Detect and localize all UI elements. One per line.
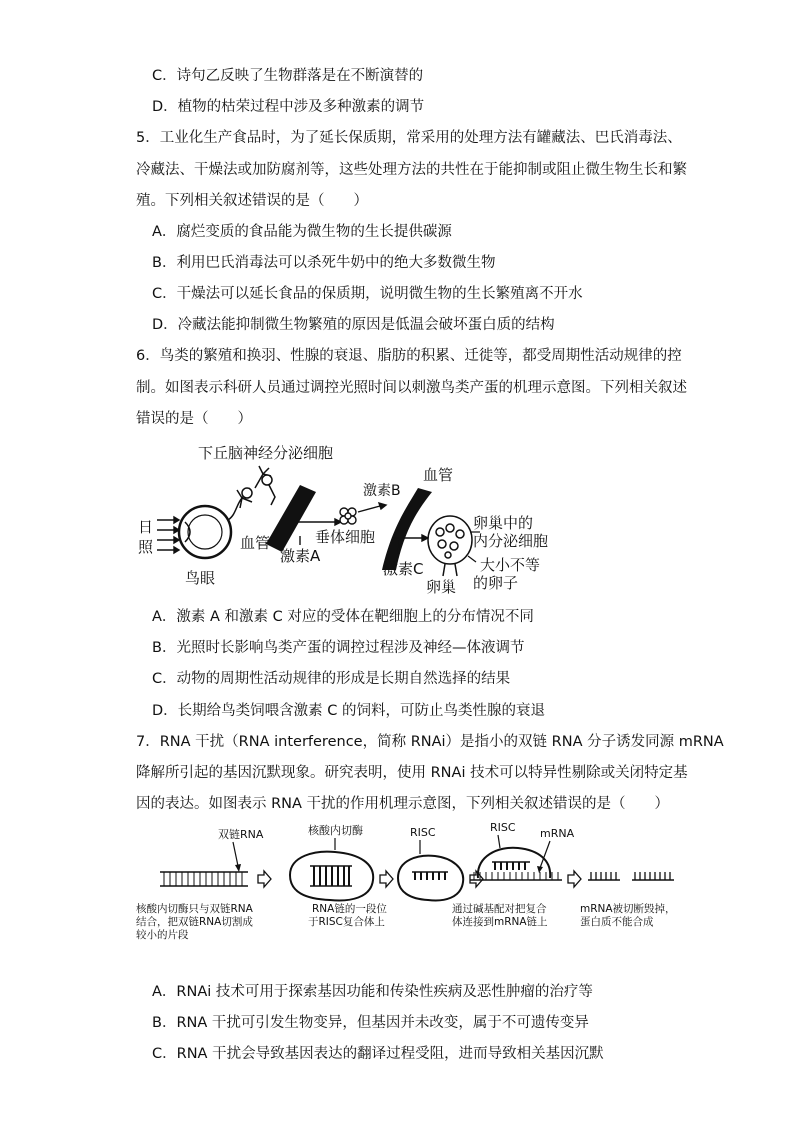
fig2-caption-4-line1: mRNA被切断毁掉， [580, 903, 676, 915]
fig1-label-hormone-b: 激素B [363, 483, 401, 499]
fig2-caption-1-line2: 结合，把双链RNA切割成 [136, 916, 253, 928]
fig2-caption-4-line2: 蛋白质不能合成 [580, 916, 654, 928]
q6-option-a: A．激素 A 和激素 C 对应的受体在靶细胞上的分布情况不同 [152, 609, 534, 625]
q7-stem-line1: 7．RNA 干扰（RNA interference，简称 RNAi）是指小的双链 RNA 分子诱发同源 mRNA [136, 734, 724, 750]
fig2-label-mrna: mRNA [540, 827, 575, 840]
fig1-label-ovary: 卵巢 [426, 578, 457, 596]
fig1-optic-nerve [228, 498, 242, 520]
q7-option-a: A．RNAi 技术可用于探索基因功能和传染性疾病及恶性肿瘤的治疗等 [152, 984, 593, 1000]
fig2-caption-3-line2: 体连接到mRNA链上 [452, 916, 548, 928]
q7-stem-line2: 降解所引起的基因沉默现象。研究表明，使用 RNAi 技术可以特异性剔除或关闭特定基 [136, 765, 688, 781]
fig2-label-risc-1: RISC [410, 826, 436, 839]
fig1-label-sunlight-1: 日 [138, 518, 154, 536]
fig1-label-endocrine-1: 卵巢中的 [473, 514, 534, 532]
fig1-ovary [428, 516, 472, 576]
fig1-label-hormone-a: 激素A [280, 547, 321, 565]
fig2-label-dsrna: 双链RNA [218, 828, 264, 841]
fig1-label-vessel-2: 血管 [423, 466, 454, 484]
fig2-caption-3-line1: 通过碱基配对把复合 [452, 903, 547, 915]
q4-option-d: D．植物的枯荣过程中涉及多种激素的调节 [152, 99, 425, 115]
fig1-label-bird-eye: 鸟眼 [185, 569, 216, 587]
q5-option-b: B．利用巴氏消毒法可以杀死牛奶中的绝大多数微生物 [152, 255, 496, 271]
fig2-caption-2-line1: RNA链的一段位 [312, 903, 387, 915]
fig1-neurons [237, 466, 275, 508]
fig2-arrow-4 [568, 871, 581, 887]
fig1-arrow-hormone-b [358, 503, 386, 512]
fig1-label-hormone-c: 激素C [383, 560, 424, 578]
q6-stem-line2: 制。如图表示科研人员通过调控光照时间以刺激鸟类产蛋的机理示意图。下列相关叙述 [136, 380, 687, 396]
fig1-label-pituitary: 垂体细胞 [315, 528, 376, 546]
fig2-stage-binding [470, 821, 575, 880]
q6-option-b: B．光照时长影响鸟类产蛋的调控过程涉及神经—体液调节 [152, 640, 525, 656]
q6-option-d: D．长期给鸟类饲喂含激素 C 的饲料，可防止鸟类性腺的衰退 [152, 703, 546, 719]
q5-option-d: D．冷藏法能抑制微生物繁殖的原因是低温会破坏蛋白质的结构 [152, 317, 555, 333]
fig1-label-eggs-1: 大小不等 [480, 556, 541, 574]
q5-option-c: C．干燥法可以延长食品的保质期，说明微生物的生长繁殖离不开水 [152, 286, 583, 302]
q6-stem-line3: 错误的是（ ） [136, 411, 252, 427]
q5-option-a: A．腐烂变质的食品能为微生物的生长提供碳源 [152, 224, 452, 240]
fig1-label-sunlight-2: 照 [138, 538, 154, 556]
fig2-caption-2-line2: 于RISC复合体上 [308, 916, 385, 928]
fig1-bird-eye [179, 506, 231, 558]
q5-stem-line1: 5．工业化生产食品时，为了延长保质期，常采用的处理方法有罐藏法、巴氏消毒法、 [136, 130, 682, 146]
q7-option-b: B．RNA 干扰可引发生物变异，但基因并未改变，属于不可遗传变异 [152, 1015, 589, 1031]
figure-rnai-mechanism [130, 820, 690, 945]
fig1-blood-vessel-2 [382, 488, 432, 570]
fig2-stage-dsrna [160, 827, 264, 886]
fig2-caption-1-line3: 较小的片段 [136, 929, 189, 941]
fig1-pointer-eggs [468, 556, 476, 562]
q5-stem-line2: 冷藏法、干燥法或加防腐剂等，这些处理方法的共性在于能抑制或阻止微生物生长和繁 [136, 162, 687, 178]
fig2-caption-1-line1: 核酸内切酶只与双链RNA [136, 903, 253, 915]
fig2-label-risc-2: RISC [490, 821, 516, 834]
fig2-stage-dicer [290, 823, 373, 900]
fig1-light-arrows [157, 517, 179, 553]
fig1-label-vessel-1: 血管 [240, 534, 271, 552]
figure-bird-hormone-regulation [130, 440, 560, 600]
fig1-label-endocrine-2: 内分泌细胞 [473, 532, 549, 550]
q6-stem-line1: 6．鸟类的繁殖和换羽、性腺的衰退、脂肪的积累、迁徙等，都受周期性活动规律的控 [136, 348, 682, 364]
q7-stem-line3: 因的表达。如图表示 RNA 干扰的作用机理示意图，下列相关叙述错误的是（ ） [136, 796, 670, 812]
fig2-arrow-2 [380, 871, 393, 887]
fig2-stage-fragments [588, 872, 674, 880]
fig2-arrow-1 [258, 871, 271, 887]
q4-option-c: C．诗句乙反映了生物群落是在不断演替的 [152, 68, 424, 84]
q5-stem-line3: 殖。下列相关叙述错误的是（ ） [136, 193, 368, 209]
q6-option-c: C．动物的周期性活动规律的形成是长期自然选择的结果 [152, 671, 511, 687]
fig1-label-hypothalamus: 下丘脑神经分泌细胞 [198, 444, 334, 462]
fig2-arrow-3 [470, 871, 483, 887]
q7-option-c: C．RNA 干扰会导致基因表达的翻译过程受阻，进而导致相关基因沉默 [152, 1046, 604, 1062]
fig2-label-dicer: 核酸内切酶 [308, 824, 363, 837]
fig2-stage-risc [398, 826, 463, 900]
fig1-pituitary-cells [340, 508, 356, 524]
fig1-label-eggs-2: 的卵子 [473, 574, 519, 592]
